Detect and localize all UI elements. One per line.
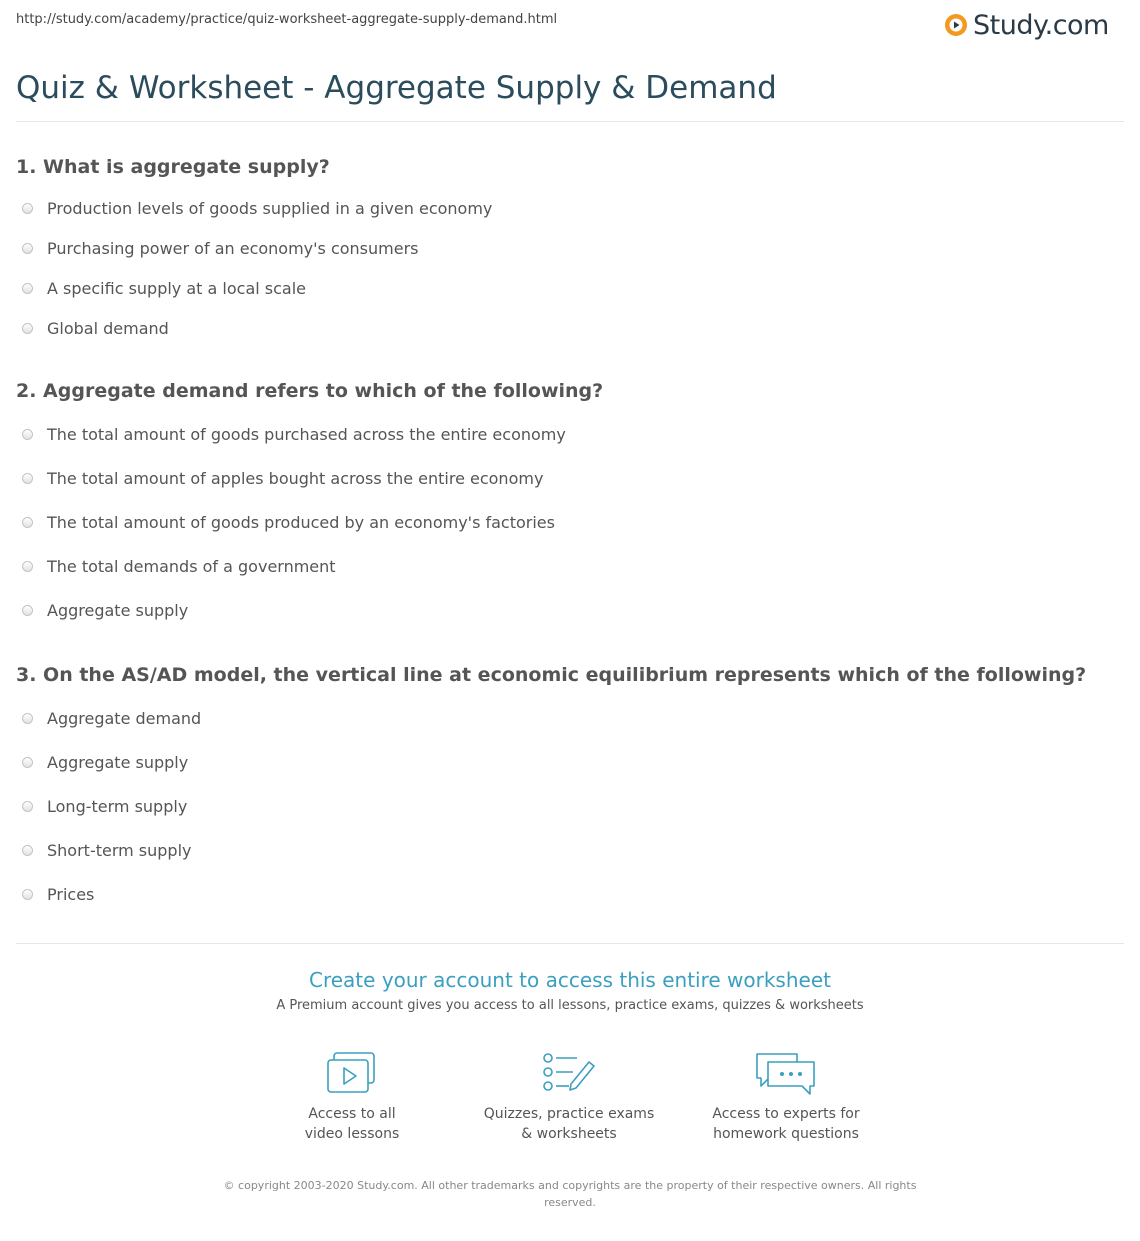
answer-option[interactable] xyxy=(22,751,188,773)
feature-text: Access to all video lessons xyxy=(304,1106,400,1142)
video-lessons-icon xyxy=(326,1050,378,1096)
create-account-link[interactable]: Create your account to access this entire worksheet xyxy=(309,968,831,992)
answer-option[interactable] xyxy=(22,599,188,621)
premium-description: A Premium account gives you access to all lessons, practice exams, quizzes & worksheets xyxy=(276,998,864,1013)
radio-button[interactable] xyxy=(22,473,33,484)
chat-bubbles-icon xyxy=(754,1050,818,1096)
logo-text: Study.com xyxy=(973,9,1109,41)
answer-option[interactable] xyxy=(22,883,94,905)
answer-text: Long-term supply xyxy=(47,796,188,816)
radio-button[interactable] xyxy=(22,845,33,856)
answer-option[interactable] xyxy=(22,423,566,445)
answer-text: Global demand xyxy=(47,318,169,338)
radio-button[interactable] xyxy=(22,889,33,900)
radio-button[interactable] xyxy=(22,605,33,616)
divider xyxy=(16,943,1124,944)
question-1: 1. What is aggregate supply? xyxy=(16,156,330,178)
answer-text: Aggregate supply xyxy=(47,600,189,620)
answer-option[interactable] xyxy=(22,707,201,729)
answer-text: Production levels of goods supplied in a given economy xyxy=(47,198,493,218)
answer-text: Short-term supply xyxy=(47,840,192,860)
radio-button[interactable] xyxy=(22,713,33,724)
play-logo-icon xyxy=(944,13,968,37)
answer-option[interactable] xyxy=(22,237,419,259)
feature-quizzes xyxy=(479,1050,659,1144)
question-3: 3. On the AS/AD model, the vertical line at economic equilibrium represents which of the following? xyxy=(16,664,1087,686)
feature-video-lessons xyxy=(262,1050,442,1144)
answer-text: A specific supply at a local scale xyxy=(47,278,307,298)
answer-text: Purchasing power of an economy's consumers xyxy=(47,238,419,258)
answer-text: The total amount of goods purchased across the entire economy xyxy=(47,424,566,444)
radio-button[interactable] xyxy=(22,323,33,334)
feature-text: Access to experts for homework questions xyxy=(712,1106,860,1142)
radio-button[interactable] xyxy=(22,283,33,294)
radio-button[interactable] xyxy=(22,757,33,768)
radio-button[interactable] xyxy=(22,517,33,528)
page-title: Quiz & Worksheet - Aggregate Supply & Demand xyxy=(16,70,777,106)
question-2: 2. Aggregate demand refers to which of the following? xyxy=(16,380,604,402)
answer-text: The total amount of goods produced by an economy's factories xyxy=(47,512,555,532)
radio-button[interactable] xyxy=(22,203,33,214)
answer-option[interactable] xyxy=(22,511,555,533)
answer-option[interactable] xyxy=(22,277,306,299)
divider xyxy=(16,121,1124,122)
answer-option[interactable] xyxy=(22,197,492,219)
answer-text: Aggregate supply xyxy=(47,752,189,772)
answer-option[interactable] xyxy=(22,795,187,817)
radio-button[interactable] xyxy=(22,801,33,812)
answer-option[interactable] xyxy=(22,317,169,339)
answer-text: The total demands of a government xyxy=(47,556,336,576)
radio-button[interactable] xyxy=(22,243,33,254)
page-url: http://study.com/academy/practice/quiz-worksheet-aggregate-supply-demand.html xyxy=(16,12,558,27)
answer-option[interactable] xyxy=(22,467,543,489)
study-logo[interactable] xyxy=(944,8,1109,42)
radio-button[interactable] xyxy=(22,429,33,440)
quiz-checklist-icon xyxy=(541,1050,597,1096)
copyright-footer: © copyright 2003-2020 Study.com. All other trademarks and copyrights are the property of their respective owners. All rights reserved. xyxy=(223,1179,917,1209)
answer-text: Aggregate demand xyxy=(47,708,202,728)
feature-experts xyxy=(696,1050,876,1144)
answer-text: The total amount of apples bought across the entire economy xyxy=(47,468,544,488)
answer-text: Prices xyxy=(47,884,95,904)
radio-button[interactable] xyxy=(22,561,33,572)
answer-option[interactable] xyxy=(22,555,336,577)
answer-option[interactable] xyxy=(22,839,192,861)
feature-text: Quizzes, practice exams & worksheets xyxy=(483,1106,655,1142)
